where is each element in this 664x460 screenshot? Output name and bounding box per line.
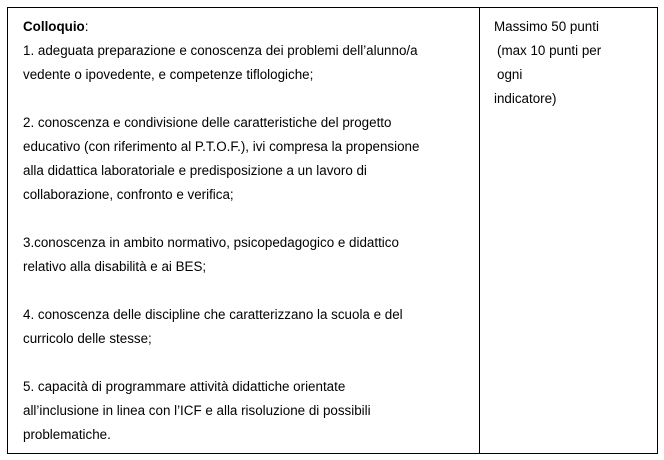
criterion-line: problematiche. bbox=[23, 427, 111, 442]
criterion-line: collaborazione, confronto e verifica; bbox=[23, 187, 234, 202]
evaluation-table bbox=[7, 7, 658, 454]
criterion-line: vedente o ipovedente, e competenze tiflologiche; bbox=[23, 67, 314, 82]
score-detail-line: indicatore) bbox=[494, 91, 557, 106]
criterion-3 bbox=[23, 231, 471, 279]
score-detail-line: ogni bbox=[497, 67, 523, 82]
criterion-1 bbox=[23, 39, 471, 87]
colloquio-heading-suffix: : bbox=[84, 19, 89, 34]
criterion-line: relativo alla disabilità e ai BES; bbox=[23, 259, 207, 274]
criterion-line: 1. adeguata preparazione e conoscenza dei problemi dell’alunno/a bbox=[23, 43, 418, 58]
criterion-line: 5. capacità di programmare attività didattiche orientate bbox=[23, 379, 346, 394]
criterion-2 bbox=[23, 111, 471, 207]
criterion-line: 2. conoscenza e condivisione delle caratteristiche del progetto bbox=[23, 115, 392, 130]
criterion-line: curricolo delle stesse; bbox=[23, 331, 152, 346]
score-max-points: Massimo 50 punti bbox=[494, 19, 599, 34]
criterion-4 bbox=[23, 303, 471, 351]
criterion-line: alla didattica laboratoriale e predisposizione a un lavoro di bbox=[23, 163, 367, 178]
criterion-line: educativo (con riferimento al P.T.O.F.), ivi compresa la propensione bbox=[23, 139, 420, 154]
score-cell bbox=[480, 8, 657, 453]
criteria-cell bbox=[8, 8, 480, 453]
colloquio-heading-label: Colloquio bbox=[23, 19, 85, 34]
score-detail-line: (max 10 punti per bbox=[497, 43, 602, 58]
colloquio-heading bbox=[23, 15, 471, 39]
criterion-line: all’inclusione in linea con l’ICF e alla risoluzione di possibili bbox=[23, 403, 371, 418]
criterion-line: 4. conoscenza delle discipline che caratterizzano la scuola e del bbox=[23, 307, 403, 322]
criterion-line: 3.conoscenza in ambito normativo, psicopedagogico e didattico bbox=[23, 235, 399, 250]
criterion-5 bbox=[23, 375, 471, 447]
